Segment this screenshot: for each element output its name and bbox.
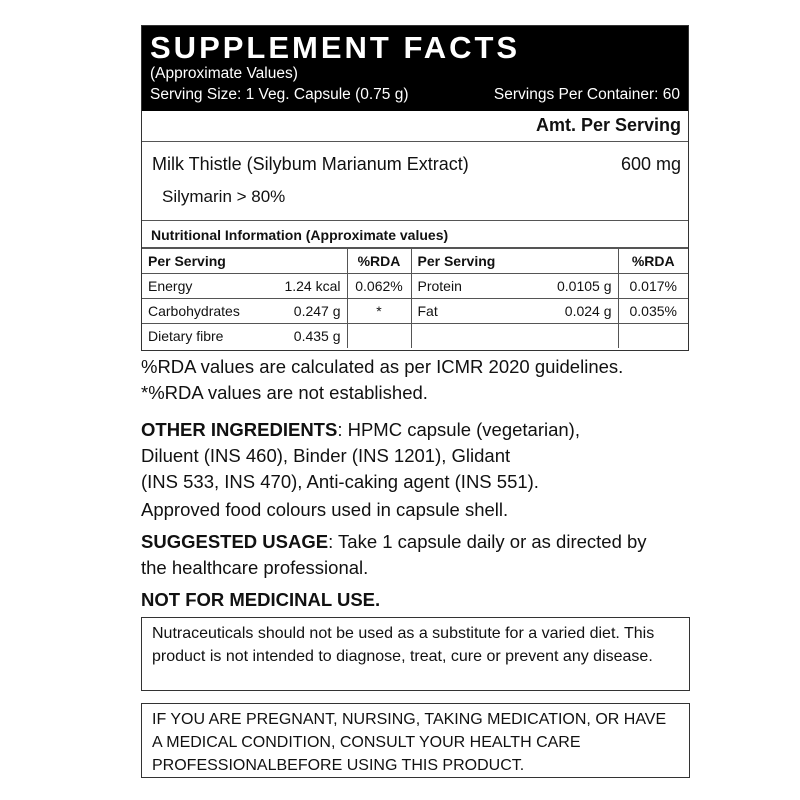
amount-per-serving-label: Amt. Per Serving [142, 111, 688, 142]
facts-title: SUPPLEMENT FACTS [150, 30, 521, 65]
supplement-facts-panel [141, 25, 689, 351]
ingredient-amount: 600 mg [620, 154, 681, 174]
suggested-usage [141, 529, 647, 555]
table-row [142, 324, 688, 349]
ingredient-standardization: Silymarin > 80% [162, 187, 286, 206]
cell: Protein [411, 274, 536, 299]
text: : HPMC capsule (vegetarian), [337, 419, 580, 440]
cell: 0.017% [618, 274, 688, 299]
header-rda: %RDA [618, 249, 688, 274]
cell: Carbohydrates [142, 299, 267, 324]
serving-size: Serving Size: 1 Veg. Capsule (0.75 g) [150, 86, 409, 103]
table-header-row [142, 249, 688, 274]
cell: 0.247 g [267, 299, 347, 324]
other-ingredients-label: OTHER INGREDIENTS [141, 419, 338, 440]
not-medicinal-warning: NOT FOR MEDICINAL USE. [141, 589, 381, 610]
cell [618, 324, 688, 349]
facts-subtitle: (Approximate Values) [150, 65, 298, 82]
table-row [142, 274, 688, 299]
cell: 1.24 kcal [267, 274, 347, 299]
cell: 0.035% [618, 299, 688, 324]
servings-per-container: Servings Per Container: 60 [493, 86, 680, 103]
cell: Fat [411, 299, 536, 324]
disclaimer-box: Nutraceuticals should not be used as a substitute for a varied diet. This product is not intended to diagnose, treat, cure or prevent any disease. [141, 617, 690, 691]
table-row [142, 299, 688, 324]
rda-note: %RDA values are calculated as per ICMR 2020 guidelines. [141, 356, 624, 377]
text: (INS 533, INS 470), Anti-caking agent (INS 551). [141, 471, 539, 492]
nutrition-title: Nutritional Information (Approximate values) [142, 221, 688, 248]
cell [347, 324, 411, 349]
nutrition-table [142, 248, 688, 348]
suggested-usage-label: SUGGESTED USAGE [141, 531, 329, 552]
other-ingredients [141, 417, 580, 443]
rda-footnote: *%RDA values are not established. [141, 382, 428, 403]
ingredient-name: Milk Thistle (Silybum Marianum Extract) [152, 154, 469, 174]
cell: 0.435 g [267, 324, 347, 349]
cell: 0.024 g [536, 299, 618, 324]
facts-header [142, 26, 688, 111]
ingredient-section [142, 142, 688, 221]
cell: 0.0105 g [536, 274, 618, 299]
cell [536, 324, 618, 349]
cell [411, 324, 536, 349]
cell: Energy [142, 274, 267, 299]
cell: 0.062% [347, 274, 411, 299]
warning-box: IF YOU ARE PREGNANT, NURSING, TAKING MEDICATION, OR HAVE A MEDICAL CONDITION, CONSULT YOUR HEALTH CARE PROFESSIONALBEFORE USING THIS PRODUCT. [141, 703, 690, 778]
header-per-serving: Per Serving [142, 249, 347, 274]
header-rda: %RDA [347, 249, 411, 274]
cell: Dietary fibre [142, 324, 267, 349]
text: Diluent (INS 460), Binder (INS 1201), Glidant [141, 445, 511, 466]
text: : Take 1 capsule daily or as directed by [328, 531, 647, 552]
text: Approved food colours used in capsule shell. [141, 499, 509, 520]
cell: * [347, 299, 411, 324]
header-per-serving: Per Serving [411, 249, 618, 274]
text: the healthcare professional. [141, 557, 369, 578]
